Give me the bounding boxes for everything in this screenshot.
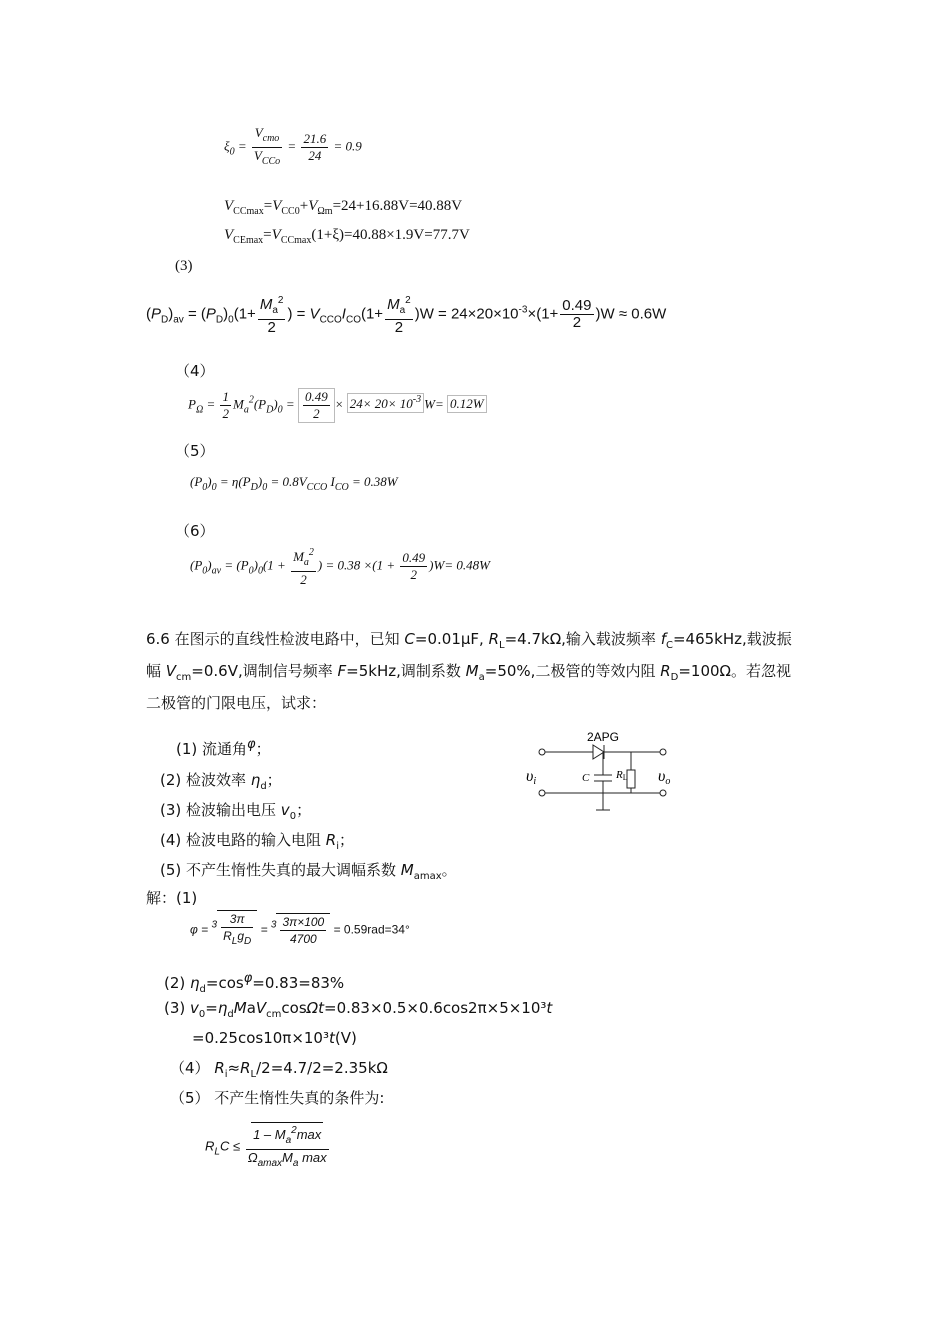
solution-1-eq: φ = $^3$ $\frac{3\pi}{R_Lg_D}$ = $^3$ $\frac{3\pi\times 100}{4700}$ = 0.59rad=34° — [190, 910, 410, 950]
solution-5: （5） 不产生惰性失真的条件为: — [170, 1089, 385, 1107]
problem-line-3: 二极管的门限电压，试求： — [146, 694, 327, 712]
eq-pomega: $P_\Omega$ = $\frac{1}{2}$ $M_a^2(P_D)_0$ = $\frac{0.49}{2}$ × $24\times 20\times 10^{-3}$ W= 0.12W — [188, 388, 487, 423]
section-label-6: （6） — [175, 522, 215, 540]
question-5: (5) 不产生惰性失真的最大调幅系数 $M_{amax}$。 — [160, 861, 457, 882]
resistor-label: RL — [616, 769, 628, 782]
diode-label: 2APG — [587, 730, 620, 744]
problem-line-1: 6.6 在图示的直线性检波电路中，已知 C=0.01μF, $R_L=4.7k\Omega$,输入载波频率 $f_C=465kHz$,载波振 — [146, 630, 792, 651]
eq-p0av: $(P_0)_{av} = (P_0)_0(1$ + $\frac{M_a^2}{2}$ ) = 0.38 ×(1 + $\frac{0.49}{2}$ )W= 0.48W — [190, 547, 490, 587]
solution-label: 解：(1) — [146, 889, 198, 907]
question-1: (1) 流通角$^\varphi$； — [176, 737, 271, 758]
vo-label: υo — [658, 768, 671, 787]
capacitor-label: C — [582, 772, 590, 784]
section-label-5: （5） — [175, 442, 215, 460]
problem-line-2: 幅 $V_{cm}=0.6V$,调制信号频率 F=5kHz,调制系数 $M_a=50\%$,二极管的等效内阻 $R_D=100\Omega$。若忽视 — [146, 662, 792, 683]
eq-vcemax: $V_{CEmax}=V_{CCmax}(1+\xi)=40.88\times 1.9V=77.7V$ — [224, 227, 470, 246]
solution-4: （4） $R_i\approx R_L/2=4.7/2=2.35k\Omega$ — [170, 1059, 388, 1080]
eq-p0: $(P_0)_0 = \eta(P_D)_0 = 0.8V_{CCO}$ $I_{CO} = 0.38W$ — [190, 474, 398, 493]
solution-2: (2) $\eta_d=\cos^\varphi=0.83=83\%$ — [164, 971, 345, 995]
solution-5-eq: $R_LC$ ≤ $\frac{1 - M_a^2\max}{\Omega_{amax}M_a \max}$ — [205, 1122, 331, 1172]
eq-vccmax: $V_{CCmax}=V_{CC0}+V_{\Omega m}=24+16.88V=40.88V$ — [224, 198, 463, 217]
detector-circuit-diagram — [520, 725, 700, 820]
solution-3-line-2: =0.25cos10π×10³t(V) — [192, 1029, 357, 1047]
section-label-3: (3) — [175, 258, 193, 274]
question-3: (3) 检波输出电压 $v_0$； — [160, 801, 312, 822]
question-2: (2) 检波效率 $\eta_d$； — [160, 771, 282, 792]
vi-label: υi — [526, 768, 537, 787]
section-label-4: （4） — [175, 362, 215, 380]
question-4: (4) 检波电路的输入电阻 $R_i$； — [160, 831, 355, 852]
eq-xi: $\xi_0$ = $\frac{V_{cmo}}{V_{CCo}}$ = $\frac{21.6}{24}$ = 0.9 — [224, 125, 362, 167]
solution-3: (3) $v_0=\eta_dMaV_{cm}\cos\Omega t=0.83\times 0.5\times 0.6\cos 2\pi\times 5\times 10^3t$ — [164, 999, 553, 1020]
eq-pd-av: $(P_D)_{av} = (P_D)_0(1+$ $\frac{M_a^2}{2}$ ) = $V_{CCO}I_{CO}(1+$ $\frac{M_a^2}{2}$ )$W = 24\times 20\times 10^{-3}\times(1+$ $\frac{0.49}{2}$ )W ≈ 0.6W — [146, 295, 667, 336]
